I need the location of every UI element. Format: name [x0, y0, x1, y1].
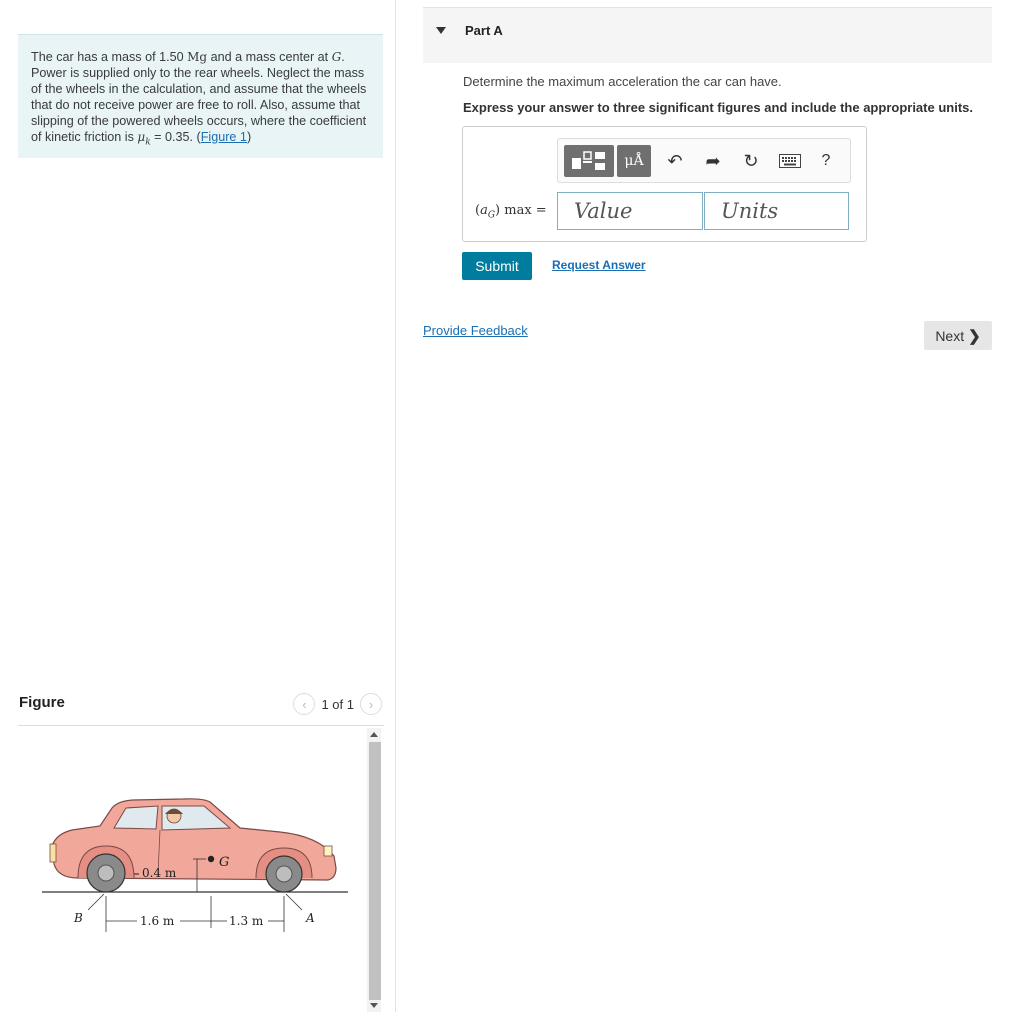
- units-button[interactable]: μÅ: [617, 145, 651, 177]
- submit-button[interactable]: Submit: [462, 252, 532, 280]
- keyboard-icon[interactable]: [776, 145, 804, 177]
- problem-text: = 0.35. (: [150, 130, 201, 144]
- reset-icon[interactable]: ↻: [743, 150, 759, 171]
- question-text: Determine the maximum acceleration the car can have.: [463, 74, 782, 89]
- label-point-a: A: [306, 911, 315, 925]
- column-divider: [395, 0, 396, 1012]
- mass-unit: Mg: [187, 50, 208, 64]
- label-dim-front: 1.3 m: [229, 914, 264, 928]
- figure-title: Figure: [19, 694, 65, 711]
- chevron-right-icon: ❯: [968, 327, 981, 345]
- problem-text: and a mass center at: [207, 50, 332, 64]
- chevron-left-icon[interactable]: ‹: [293, 693, 315, 715]
- label-dim-rear: 1.6 m: [140, 914, 175, 928]
- problem-text: The car has a mass of 1.50: [31, 50, 188, 64]
- label-dim-height: 0.4 m: [142, 866, 177, 880]
- request-answer-link[interactable]: Request Answer: [552, 258, 646, 272]
- templates-icon: [569, 149, 609, 173]
- redo-icon[interactable]: ➦: [705, 150, 721, 171]
- scroll-up-icon[interactable]: [370, 732, 378, 737]
- equation-label: $(a_G) \max$ =: [475, 203, 547, 221]
- label-point-g: G: [219, 855, 230, 870]
- keyboard-icon-svg: [779, 154, 801, 168]
- mass-center-point: [208, 856, 214, 862]
- math-toolbar: [557, 138, 851, 183]
- chevron-right-icon[interactable]: ›: [360, 693, 382, 715]
- part-title: Part A: [465, 23, 503, 38]
- provide-feedback-link[interactable]: Provide Feedback: [423, 323, 528, 338]
- figure-area: [18, 728, 384, 1012]
- templates-button[interactable]: [564, 145, 614, 177]
- instruction-text: Express your answer to three significant figures and include the appropriate units.: [463, 100, 973, 115]
- car-figure: [18, 728, 368, 1012]
- mass-center-symbol: G: [331, 50, 342, 64]
- value-input[interactable]: [557, 192, 703, 230]
- figure-header: [18, 692, 384, 726]
- answer-box: [462, 126, 867, 242]
- figure-scrollbar[interactable]: [367, 728, 381, 1012]
- problem-text: ): [246, 130, 252, 144]
- part-header[interactable]: [423, 7, 992, 63]
- figure-link[interactable]: Figure 1: [200, 130, 247, 144]
- scroll-down-icon[interactable]: [370, 1003, 378, 1008]
- problem-text: . Power is supplied only to the rear wheels. Neglect the mass of the wheels in the calculation, and assume that the wheels that do not receive power are free to roll. Also, assume that slipping of the powered wheels occurs, where the coefficient of kinetic friction is: [31, 50, 367, 144]
- scroll-thumb[interactable]: [369, 742, 381, 1000]
- mu-symbol: $\mu_k$: [137, 130, 151, 148]
- pager-text: 1 of 1: [321, 696, 354, 712]
- help-button[interactable]: ?: [821, 152, 831, 169]
- problem-statement: [18, 34, 383, 158]
- label-point-b: B: [74, 911, 83, 925]
- next-label: Next: [935, 327, 965, 344]
- undo-icon[interactable]: ↶: [667, 150, 683, 171]
- caret-down-icon[interactable]: [436, 27, 446, 34]
- next-button[interactable]: [924, 321, 992, 350]
- figure-pager: [293, 693, 382, 715]
- units-input[interactable]: [704, 192, 849, 230]
